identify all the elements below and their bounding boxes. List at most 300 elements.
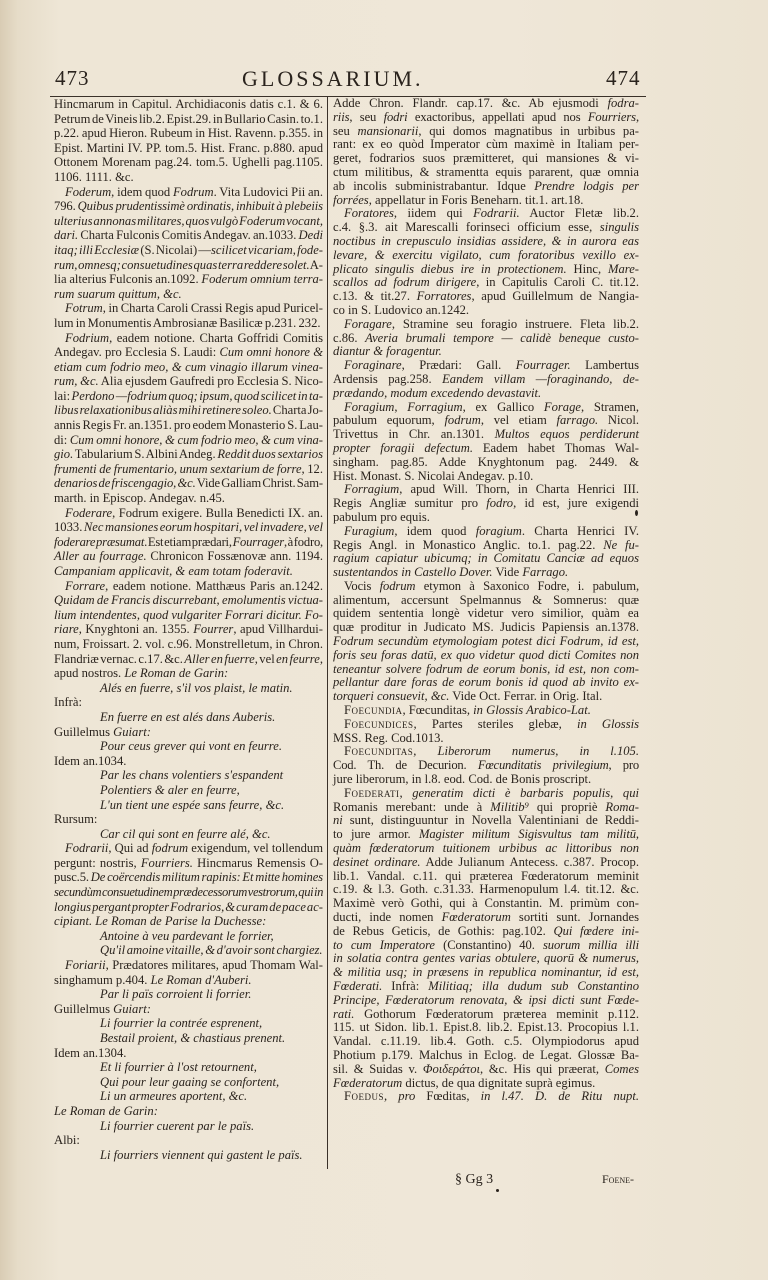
text-line [54, 564, 323, 579]
text-line [54, 856, 323, 871]
roman-text: Hist. Monast. S. Nicolai Andegav. p.10. [333, 468, 534, 483]
roman-text: , appellatur in Foris Beneharn. tit.1. art.18. [368, 192, 584, 207]
italic-text: noctibus in crepusculo insidias assidere, & in aurora eas [333, 233, 639, 248]
roman-text: rant: ex eo quòd Imperator cùm maximè in Italiam per- [333, 137, 639, 152]
italic-text: etiam cum fodrio meo, & cum vinagio illarum vinea- [54, 359, 323, 374]
italic-text: rum suarum quittum, &c. [54, 286, 182, 301]
italic-text: Qu'il amoine vitaille, & d'avoir sont chargiez. [100, 943, 323, 958]
roman-text: Maximè verò Gothi, qui à Constantin. M. primùm con- [333, 896, 639, 911]
italic-text: De coërcendis militum rapinis: Et mitte homines [90, 870, 323, 885]
italic-text: Fourrer [193, 622, 234, 637]
text-line [54, 1016, 323, 1031]
roman-text: , Stramen, [580, 399, 639, 414]
text-line [54, 199, 323, 214]
roman-text: ab incolis subministrabantur. Idque [333, 178, 535, 193]
italic-text: Le Roman de Garin: [124, 666, 229, 681]
italic-text: scallos ad fodrum dirigere [333, 275, 477, 290]
italic-text: , in l.47. D. de Ritu nupt. [466, 1089, 639, 1104]
roman-text: , qui domos magnatibus in urbibus pa- [418, 123, 639, 138]
italic-text: Fourriers [587, 109, 636, 124]
text-line [54, 608, 323, 623]
text-line [333, 704, 639, 718]
text-line [54, 1148, 323, 1163]
italic-text: plicato singulis diebus ire in protectionem. [333, 261, 567, 276]
text-line [54, 141, 323, 156]
italic-text: Pour ceus grever qui vont en feurre. [100, 739, 282, 754]
roman-text: num, Froissart. 2. vol. c.96. Monstrelletum, in Chron. [54, 636, 323, 651]
text-line [333, 787, 639, 801]
roman-text: Vandal. c.11.19. lib.4. Goth. c.5. Olympiodorus apud [333, 1034, 639, 1049]
text-line [333, 801, 639, 815]
text-line [333, 718, 639, 732]
roman-text: exactoribus, appellati apud nos [407, 109, 588, 124]
italic-text: Forrare [65, 578, 106, 593]
italic-text: prædando, modum excedendo devastavit. [333, 385, 542, 400]
text-line [54, 272, 323, 287]
roman-text: lib.1. Vandal. c.11. qui præterea Fœderatorum meminit [333, 868, 639, 883]
italic-text: Fotrum [65, 301, 103, 316]
italic-text: Multos equos perdiderunt [494, 427, 639, 442]
running-title: GLOSSARIUM. [242, 66, 424, 91]
italic-text: in solatia contra gentes varias obtulere, quorū & numerus, [333, 951, 639, 966]
roman-text: , Knyghtoni an. 1355. [78, 622, 194, 637]
italic-text: mansionarii [357, 123, 419, 138]
text-line [54, 652, 323, 667]
italic-text: fodrum [444, 413, 481, 428]
text-line [333, 387, 639, 401]
roman-text: to jure armor. [333, 827, 419, 842]
roman-text: quæ proditur in Judicato MS. Judicis Papiensis an.1378. [333, 620, 639, 635]
text-line [54, 447, 323, 462]
headword: Foecundia [344, 703, 403, 718]
text-line [54, 1133, 323, 1148]
text-line [54, 579, 323, 594]
italic-text: propter foragii defectum. [333, 440, 473, 455]
text-line [333, 290, 639, 304]
italic-text: cipiant. Le Roman de Parise la Duchesse: [54, 914, 267, 929]
roman-text: Alia ejusdem Gaufredi pro Ecclesia S. Nico- [98, 374, 323, 389]
italic-text: Li fourrier cuerent par le païs. [100, 1118, 255, 1133]
italic-text: Forage [543, 399, 581, 414]
italic-text: Le Roman de Garin: [54, 1103, 158, 1118]
roman-text: Lambertus [570, 358, 639, 373]
text-line [333, 539, 639, 553]
italic-text: Li fourriers viennent qui gastent le païs. [100, 1147, 303, 1162]
roman-text: , [319, 651, 323, 666]
italic-text: Fourrager. [515, 358, 571, 373]
text-line [54, 870, 323, 885]
italic-text: foris seu foras datū, ex quo videtur quod dicti Comites non [333, 647, 639, 662]
roman-text: Petrum de Vineis lib.2. Epist.29. in Bullario Casin. to.1. [54, 111, 323, 126]
text-line [54, 287, 323, 302]
italic-text: Fodrium [65, 330, 110, 345]
roman-text: Rursum: [54, 812, 98, 827]
italic-text: , pro [384, 1089, 427, 1104]
roman-text: Epist. Martini IV. PP. tom.5. Hist. Franc. p.880. apud [54, 140, 323, 155]
roman-text: etymon à Saxonico Fodre, i. pabulum, [415, 578, 639, 593]
italic-text: , generatim dicti è barbaris populis, qui [399, 785, 639, 800]
italic-text: Et li fourrier à l'ost retournent, [100, 1060, 257, 1075]
italic-text: Farrago. [522, 565, 569, 580]
italic-text: Li fourrier la contrée esprenent, [100, 1016, 263, 1031]
text-line [333, 911, 639, 925]
text-line [333, 952, 639, 966]
text-line [333, 939, 639, 953]
italic-text: Prendre lodgis per [534, 178, 639, 193]
roman-text: Nicol. [598, 413, 639, 428]
italic-text: Fodrum [172, 184, 214, 199]
italic-text: , in Glossis [558, 716, 639, 731]
text-line [333, 345, 639, 359]
roman-text: , id est, jure exigendi [513, 496, 639, 511]
italic-text: , in Glossis Arabico-Lat. [466, 703, 591, 718]
roman-text: de Rebus Geticis, de Gothis: pag.102. [333, 923, 554, 938]
text-line [333, 773, 639, 787]
italic-text: fodra- [607, 96, 639, 110]
text-line [54, 389, 323, 404]
text-line [54, 841, 323, 856]
roman-text: , à fodro, [283, 534, 323, 549]
text-line [333, 221, 639, 235]
roman-text: , iidem qui [393, 206, 474, 221]
italic-text: Fodrarii [65, 841, 109, 856]
roman-text: qui propriè [528, 799, 606, 814]
roman-text: Idem an.1304. [54, 1045, 127, 1060]
italic-text: Foderum omnium terra- [201, 272, 323, 287]
roman-text: Infrà: [54, 695, 82, 710]
italic-text: Foderum [65, 184, 112, 199]
italic-text: Furagium [344, 523, 395, 538]
text-line [54, 126, 323, 141]
italic-text: Militib⁹ [490, 799, 529, 814]
text-line [54, 403, 323, 418]
italic-text: sustentandos in Castello Dover. [333, 565, 493, 580]
text-line [54, 768, 323, 783]
italic-text: , [413, 716, 432, 731]
italic-text: libus relaxationibus aliàs mihi retinere soleo. [54, 403, 272, 418]
roman-text: sil. & Suidas v. [333, 1061, 423, 1076]
text-line [333, 842, 639, 856]
roman-text: Tabularium S. Albini Andeg. [73, 447, 218, 462]
text-line [333, 249, 639, 263]
roman-text: , ex Gallico [462, 399, 544, 414]
text-line [54, 301, 323, 316]
italic-text: Qui fœdere ini- [553, 923, 639, 938]
text-line [333, 483, 639, 497]
roman-text: Hincmarus Remensis O- [192, 855, 323, 870]
italic-text: Fodrum secundùm etymologiam potest dici Fodrum, id est, [333, 634, 639, 649]
text-line [54, 331, 323, 346]
italic-text: Nec mansiones eorum hospitari, vel invadere, vel [83, 520, 323, 535]
text-line [333, 263, 639, 277]
text-line [333, 856, 639, 870]
roman-text: Photium p.179. Malchus in Eclog. de Legat. Glossæ Ba- [333, 1047, 639, 1062]
text-line [333, 607, 639, 621]
italic-text: longius pergant propter Fodrarios, & curam de pace ac- [54, 899, 323, 914]
italic-text: Foderare [65, 505, 113, 520]
text-line [333, 1090, 639, 1104]
text-line [333, 566, 639, 580]
italic-text: Foriarii [65, 958, 106, 973]
text-line [54, 987, 323, 1002]
text-line [333, 690, 639, 704]
text-line [54, 710, 323, 725]
italic-text: Foraginare [344, 358, 402, 373]
italic-text: Aller au fourrage. [54, 549, 147, 564]
roman-text: , Prædatores militares, apud Thomam Wal- [105, 958, 323, 973]
text-line [333, 883, 639, 897]
text-line [333, 456, 639, 470]
roman-text: , apud Villhardui- [233, 622, 323, 637]
text-line [333, 235, 639, 249]
roman-text: Hinc, [566, 261, 608, 276]
italic-text: & militia usq; in præsens in republica nominantur, id est, [333, 965, 639, 980]
left-column [54, 97, 323, 1162]
text-line [54, 185, 323, 200]
italic-text: quàm fœderatorum tuitionem urbibus ac littoribus non [333, 841, 639, 856]
right-column [333, 97, 639, 1104]
italic-text: singulis [599, 220, 639, 235]
roman-text: c.19. & l.3. Goth. c.31.33. Harmenopulum l.4. tit.12. &c. [333, 882, 639, 897]
roman-text: 115. ut Sidon. lib.1. Epist.8. lib.2. Epist.13. Procopius l.1. [333, 1020, 639, 1035]
text-line [54, 476, 323, 491]
text-line [54, 97, 323, 112]
roman-text: lia alterius Fulconis an.1092. [54, 272, 202, 287]
headword: Foederati [344, 785, 400, 800]
roman-text: Albi: [54, 1133, 80, 1148]
roman-text: , idem quod [394, 523, 476, 538]
text-line [333, 1077, 639, 1091]
roman-text: Adde Chron. Flandr. cap.17. &c. Ab ejusmodi [333, 96, 608, 110]
text-line [54, 973, 323, 988]
roman-text: pergunt: nostris, [54, 855, 141, 870]
italic-text: Averia brumali tempore — calidè beneque custo- [365, 330, 639, 345]
italic-text: fodrum [379, 578, 416, 593]
italic-text: Comes [604, 1061, 639, 1076]
roman-text: pabulum equorum, [333, 413, 445, 428]
text-line [54, 943, 323, 958]
text-line [54, 243, 323, 258]
italic-text: torqueri consuevit, &c. [333, 689, 450, 704]
text-line [54, 812, 323, 827]
roman-text: apud nostros. [54, 666, 125, 681]
italic-text: Fourriers. [140, 855, 193, 870]
roman-text: di: [54, 432, 70, 447]
text-line [333, 428, 639, 442]
text-line [54, 520, 323, 535]
text-line [333, 111, 639, 125]
italic-text: Guiart: [113, 1001, 151, 1016]
text-line [333, 966, 639, 980]
roman-text: A- [309, 257, 323, 272]
text-line [54, 798, 323, 813]
text-line [54, 258, 323, 273]
italic-text: farrago. [556, 413, 599, 428]
text-line [333, 207, 639, 221]
text-line [54, 535, 323, 550]
italic-text: Alés en fuerre, s'il vos plaist, le matin. [100, 680, 293, 695]
ink-speck [496, 1189, 499, 1192]
text-line [333, 732, 639, 746]
text-line [333, 125, 639, 139]
column-divider [327, 97, 328, 1169]
italic-text: Quidam de Francis discurrebant, emolumentis victua- [54, 593, 323, 608]
page-number-left: 473 [55, 66, 90, 90]
roman-text: . Vita Ludovici Pii an. [213, 184, 323, 199]
headword: Foecundices [344, 716, 414, 731]
roman-text: lai: [54, 388, 72, 403]
roman-text: Adde Julianum Antecess. c.387. Procop. [420, 854, 639, 869]
italic-text: diantur & foragentur. [333, 344, 442, 359]
text-line [333, 442, 639, 456]
italic-text: riis [333, 109, 350, 124]
italic-text: Dedi [298, 228, 323, 243]
roman-text: dictus, de qua dignitate suprà egimus. [402, 1075, 596, 1090]
catchword: Foene- [602, 1172, 634, 1186]
text-line [333, 925, 639, 939]
roman-text: Regis Angliæ sumitur pro [333, 496, 487, 511]
italic-text: Cum omni honore & [219, 345, 323, 360]
italic-text: Par les chans volentiers s'espandent [100, 768, 284, 783]
italic-text: Par li païs corroient li forrier. [100, 987, 252, 1002]
roman-text: , idem quod [111, 184, 173, 199]
roman-text: pabulum pro equis. [333, 509, 430, 524]
text-line [333, 621, 639, 635]
text-line [54, 506, 323, 521]
roman-text: (S. Nicolai) — [139, 242, 212, 257]
text-line [333, 414, 639, 428]
italic-text: Principe, Fœderatorum renovata, & ipsi dicti sunt Fœde- [333, 992, 639, 1007]
text-line [54, 345, 323, 360]
text-line [333, 828, 639, 842]
text-line [333, 635, 639, 649]
roman-text: sunt, distinguuntur in Novella Valentiniani de Reddi- [342, 813, 639, 828]
text-line [333, 497, 639, 511]
roman-text: Vide Oct. Ferrar. in Orig. Ital. [449, 689, 603, 704]
roman-text: , pro [608, 758, 639, 773]
roman-text: , apud Will. Thorn, in Charta Henrici III. [399, 482, 639, 497]
text-line [54, 958, 323, 973]
roman-text: ctum militibus, & stramentta equis pararent, quæ omnia [333, 164, 639, 179]
italic-text: Polentiers & aler en feurre, [100, 782, 240, 797]
roman-text: Guillelmus [54, 724, 114, 739]
roman-text: pusc.5. [54, 870, 91, 885]
roman-text: Romanis merebant: unde à [333, 799, 491, 814]
roman-text: ducti, inde nomen [333, 910, 442, 925]
roman-text: c.13. & tit.27. [333, 289, 417, 304]
text-line [333, 511, 639, 525]
roman-text: Vocis [344, 578, 380, 593]
roman-text: Vide [492, 565, 523, 580]
text-line [54, 1046, 323, 1061]
roman-text: Andegav. pro Ecclesia S. Laudi: [54, 345, 220, 360]
text-line [333, 1063, 639, 1077]
roman-text: p.22. apud Hieron. Rubeum in Hist. Ravenn. p.355. in [54, 126, 323, 141]
text-line [54, 1060, 323, 1075]
text-line [54, 593, 323, 608]
text-line [333, 594, 639, 608]
text-line [54, 681, 323, 696]
italic-text: frumenti de frumentario, unum sextarium de forre, [54, 461, 305, 476]
italic-text: fodri [383, 109, 408, 124]
headword: Foedus [344, 1089, 385, 1104]
italic-text: Fœcunditatis privilegium [477, 758, 609, 773]
italic-text: Perdono —fodrium quoq; ipsum, quod scilicet in ta- [71, 388, 323, 403]
headword: Foecunditas [344, 744, 414, 759]
text-line [54, 214, 323, 229]
italic-text: Fœderatorum [333, 1075, 403, 1090]
text-line [333, 332, 639, 346]
text-line [333, 1008, 639, 1022]
roman-text: Regis Angl. in Monastico Anglic. to.1. pag.22. [333, 537, 604, 552]
text-line [54, 1089, 323, 1104]
italic-text: scilicet vicariam, fode- [211, 242, 323, 257]
roman-text: Chronicon Fossænovæ ann. 1194. [146, 549, 323, 564]
text-line [54, 725, 323, 740]
roman-text: Hincmarum in Capitul. Archidiaconis datis c.1. & 6. [54, 97, 323, 111]
italic-text: Reddit duos sextarios [217, 447, 323, 462]
italic-text: Foragare [344, 316, 392, 331]
roman-text: singham. pag.85. Adde Knyghtonum pag. 2449. & [333, 454, 639, 469]
italic-text: Aller en fuerre [184, 651, 255, 666]
italic-text: dari. [54, 228, 79, 243]
text-line [54, 228, 323, 243]
text-line [54, 549, 323, 564]
page-number-right: 474 [606, 66, 641, 90]
roman-text: . Est etiam prædari, [144, 534, 233, 549]
italic-text: Forratores [416, 289, 472, 304]
italic-text: ni [333, 813, 343, 828]
italic-text: Guiart: [113, 724, 151, 739]
roman-text: seu [333, 123, 358, 138]
roman-text: Guillelmus [54, 1001, 114, 1016]
italic-text: Foragium [344, 399, 395, 414]
roman-text: Vide Galliam Christ. Sam- [195, 476, 323, 491]
italic-text: fodro [486, 496, 514, 511]
roman-text: Trivettus in Chr. an.1301. [333, 427, 495, 442]
text-line [54, 622, 323, 637]
roman-text: sortiti sunt. Jornandes [510, 910, 639, 925]
italic-text: Militiaq; illa dudum sub Constantino [428, 979, 639, 993]
roman-text: 796. [54, 199, 78, 214]
italic-text: rum, omnesq; consuetudines quas terra reddere solet. [54, 257, 310, 272]
roman-text: jure liberorum, in l.8. eod. Cod. de Bonis proscript. [333, 772, 592, 787]
text-line [54, 155, 323, 170]
text-line [54, 418, 323, 433]
italic-text: rum, &c. [54, 374, 99, 389]
roman-text: Flandriæ vernac. c.17. &c. [54, 651, 185, 666]
italic-text: riare [54, 622, 79, 637]
text-line [54, 170, 323, 185]
text-line [54, 783, 323, 798]
roman-text: c.86. [333, 330, 366, 345]
italic-text: Roma- [605, 799, 639, 814]
italic-text: teneantur solvere fodrum de eorum bonis, id est, non com- [333, 661, 639, 676]
italic-text: Qui pour leur gaaing se confortent, [100, 1074, 280, 1089]
roman-text: , Fodrum exigere. Bulla Benedicti IX. an. [112, 505, 323, 520]
text-line [333, 1049, 639, 1063]
roman-text: Ardensis pag.258. [333, 371, 443, 386]
italic-text: ragium capiatur ubicumq; in Comitatu Canciæ ad equos [333, 551, 639, 566]
text-line [333, 994, 639, 1008]
roman-text: , Qui ad [108, 841, 152, 856]
text-line [54, 827, 323, 842]
italic-text: denarios de friscengagio, &c. [54, 476, 196, 491]
italic-text: Fœderatorum [441, 910, 511, 925]
roman-text: , seu [349, 109, 384, 124]
text-line [54, 1075, 323, 1090]
roman-text: 1106. 1111. &c. [54, 169, 134, 184]
